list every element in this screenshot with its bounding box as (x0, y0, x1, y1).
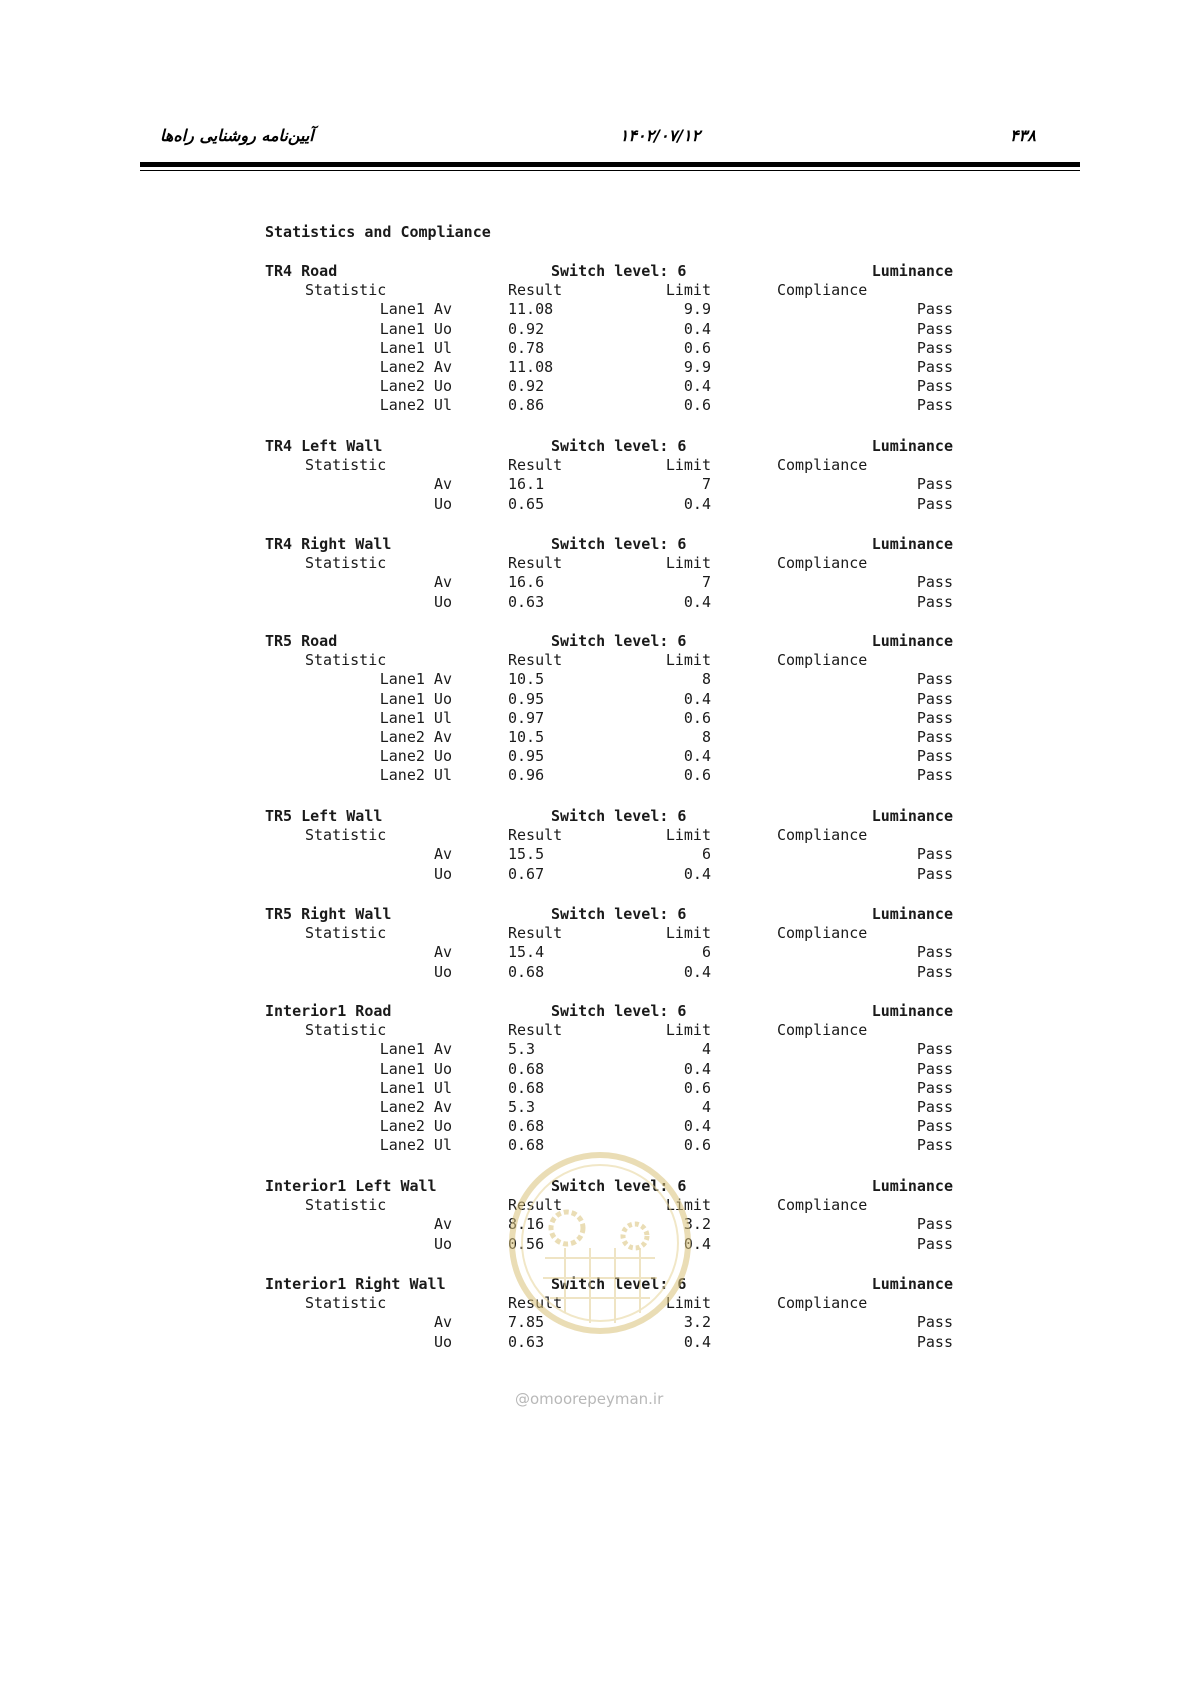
metric-type: Luminance (871, 437, 953, 455)
col-statistic: Statistic (305, 1196, 387, 1215)
result-value: 5.3 (508, 1040, 536, 1059)
book-title: آیین‌نامه روشنایی راه‌ها (160, 126, 314, 145)
col-compliance: Compliance (777, 1196, 868, 1215)
statistic-name: Av (433, 475, 452, 494)
col-limit: Limit (665, 281, 711, 300)
metric-type: Luminance (871, 905, 953, 923)
limit-value: 0.6 (683, 338, 711, 357)
col-result: Result (508, 554, 563, 573)
result-value: 0.78 (508, 338, 545, 357)
switch-level: Switch level: 6 (551, 1002, 687, 1020)
col-limit: Limit (665, 1196, 711, 1215)
limit-value: 3.2 (683, 1215, 711, 1234)
switch-level: Switch level: 6 (551, 1275, 687, 1293)
limit-value: 6 (701, 943, 711, 962)
switch-level: Switch level: 6 (551, 807, 687, 825)
switch-level: Switch level: 6 (551, 1177, 687, 1195)
metric-type: Luminance (871, 632, 953, 650)
col-statistic: Statistic (305, 1021, 387, 1040)
statistic-name: Lane1 Ul (379, 708, 452, 727)
statistic-name: Uo (433, 1332, 452, 1351)
table-row (265, 963, 965, 982)
table-row (265, 300, 965, 319)
limit-value: 9.9 (683, 357, 711, 376)
table-row (265, 1060, 965, 1079)
metric-type: Luminance (871, 262, 953, 280)
compliance-value: Pass (916, 494, 953, 513)
column-headers (265, 554, 965, 573)
col-result: Result (508, 826, 563, 845)
section-name: TR5 Left Wall (265, 807, 383, 825)
table-row (265, 670, 965, 689)
limit-value: 0.4 (683, 1117, 711, 1136)
column-headers (265, 456, 965, 475)
result-value: 0.95 (508, 689, 545, 708)
report-section (265, 437, 965, 514)
section-header (265, 262, 965, 281)
limit-value: 0.4 (683, 864, 711, 883)
limit-value: 0.4 (683, 689, 711, 708)
result-value: 15.5 (508, 845, 545, 864)
metric-type: Luminance (871, 535, 953, 553)
section-header (265, 905, 965, 924)
col-statistic: Statistic (305, 456, 387, 475)
statistic-name: Av (433, 573, 452, 592)
table-row (265, 1098, 965, 1117)
statistic-name: Lane2 Uo (379, 1117, 452, 1136)
col-compliance: Compliance (777, 924, 868, 943)
limit-value: 0.4 (683, 377, 711, 396)
statistic-name: Lane2 Av (379, 1097, 452, 1116)
column-headers (265, 1021, 965, 1040)
limit-value: 0.6 (683, 766, 711, 785)
column-headers (265, 651, 965, 670)
table-row (265, 1117, 965, 1136)
table-row (265, 475, 965, 494)
statistic-name: Uo (433, 864, 452, 883)
col-result: Result (508, 1021, 563, 1040)
compliance-value: Pass (916, 766, 953, 785)
limit-value: 0.4 (683, 592, 711, 611)
result-value: 0.56 (508, 1234, 545, 1253)
result-value: 0.63 (508, 1332, 545, 1351)
compliance-value: Pass (916, 396, 953, 415)
compliance-value: Pass (916, 962, 953, 981)
table-row (265, 1040, 965, 1059)
table-row (265, 747, 965, 766)
limit-value: 0.6 (683, 1078, 711, 1097)
result-value: 0.65 (508, 494, 545, 513)
col-limit: Limit (665, 1294, 711, 1313)
statistic-name: Lane2 Ul (379, 396, 452, 415)
statistic-name: Lane2 Uo (379, 747, 452, 766)
result-value: 0.92 (508, 319, 545, 338)
statistic-name: Lane2 Ul (379, 766, 452, 785)
result-value: 8.16 (508, 1215, 545, 1234)
col-limit: Limit (665, 924, 711, 943)
col-statistic: Statistic (305, 924, 387, 943)
limit-value: 0.4 (683, 1332, 711, 1351)
statistic-name: Lane1 Av (379, 670, 452, 689)
limit-value: 0.4 (683, 1234, 711, 1253)
col-compliance: Compliance (777, 826, 868, 845)
table-row (265, 396, 965, 415)
table-row (265, 728, 965, 747)
limit-value: 3.2 (683, 1313, 711, 1332)
statistic-name: Lane2 Av (379, 357, 452, 376)
compliance-value: Pass (916, 943, 953, 962)
compliance-value: Pass (916, 338, 953, 357)
result-value: 0.68 (508, 1059, 545, 1078)
result-value: 0.68 (508, 1078, 545, 1097)
limit-value: 4 (701, 1040, 711, 1059)
table-row (265, 865, 965, 884)
report-section (265, 262, 965, 416)
col-result: Result (508, 456, 563, 475)
compliance-value: Pass (916, 747, 953, 766)
result-value: 10.5 (508, 727, 545, 746)
limit-value: 9.9 (683, 300, 711, 319)
page-number: ۴۳۸ (1010, 126, 1036, 145)
compliance-value: Pass (916, 1234, 953, 1253)
result-value: 15.4 (508, 943, 545, 962)
limit-value: 7 (701, 573, 711, 592)
statistic-name: Uo (433, 494, 452, 513)
compliance-value: Pass (916, 1136, 953, 1155)
result-value: 0.95 (508, 747, 545, 766)
result-value: 0.92 (508, 377, 545, 396)
table-row (265, 339, 965, 358)
col-compliance: Compliance (777, 1021, 868, 1040)
result-value: 7.85 (508, 1313, 545, 1332)
compliance-value: Pass (916, 475, 953, 494)
statistic-name: Uo (433, 592, 452, 611)
limit-value: 0.4 (683, 747, 711, 766)
compliance-value: Pass (916, 573, 953, 592)
section-header (265, 632, 965, 651)
result-value: 5.3 (508, 1097, 536, 1116)
switch-level: Switch level: 6 (551, 535, 687, 553)
table-row (265, 709, 965, 728)
result-value: 0.96 (508, 766, 545, 785)
result-value: 0.63 (508, 592, 545, 611)
result-value: 0.67 (508, 864, 545, 883)
compliance-value: Pass (916, 1215, 953, 1234)
compliance-value: Pass (916, 845, 953, 864)
section-name: TR5 Right Wall (265, 905, 392, 923)
switch-level: Switch level: 6 (551, 437, 687, 455)
metric-type: Luminance (871, 1002, 953, 1020)
report-section (265, 1002, 965, 1156)
compliance-value: Pass (916, 1040, 953, 1059)
column-headers (265, 826, 965, 845)
compliance-value: Pass (916, 357, 953, 376)
limit-value: 0.6 (683, 396, 711, 415)
col-limit: Limit (665, 826, 711, 845)
table-row (265, 943, 965, 962)
col-compliance: Compliance (777, 554, 868, 573)
compliance-value: Pass (916, 377, 953, 396)
statistic-name: Lane1 Av (379, 1040, 452, 1059)
compliance-value: Pass (916, 1078, 953, 1097)
table-row (265, 690, 965, 709)
metric-type: Luminance (871, 1177, 953, 1195)
statistic-name: Lane1 Ul (379, 338, 452, 357)
switch-level: Switch level: 6 (551, 632, 687, 650)
table-row (265, 377, 965, 396)
limit-value: 0.6 (683, 1136, 711, 1155)
statistic-name: Lane1 Av (379, 300, 452, 319)
statistic-name: Lane1 Uo (379, 1059, 452, 1078)
report-section (265, 807, 965, 884)
col-limit: Limit (665, 651, 711, 670)
col-compliance: Compliance (777, 456, 868, 475)
statistic-name: Av (433, 845, 452, 864)
compliance-value: Pass (916, 1059, 953, 1078)
statistic-name: Av (433, 1215, 452, 1234)
col-statistic: Statistic (305, 1294, 387, 1313)
result-value: 11.08 (508, 300, 554, 319)
result-value: 0.86 (508, 396, 545, 415)
limit-value: 0.4 (683, 1059, 711, 1078)
limit-value: 7 (701, 475, 711, 494)
report-title: Statistics and Compliance (265, 223, 491, 241)
statistic-name: Lane1 Ul (379, 1078, 452, 1097)
header-rule-thin (140, 170, 1080, 171)
statistic-name: Lane2 Uo (379, 377, 452, 396)
statistic-name: Lane2 Ul (379, 1136, 452, 1155)
section-name: TR4 Right Wall (265, 535, 392, 553)
statistic-name: Av (433, 943, 452, 962)
compliance-value: Pass (916, 689, 953, 708)
table-row (265, 845, 965, 864)
col-compliance: Compliance (777, 1294, 868, 1313)
result-value: 0.68 (508, 1136, 545, 1155)
compliance-value: Pass (916, 1117, 953, 1136)
statistic-name: Lane2 Av (379, 727, 452, 746)
table-row (265, 358, 965, 377)
report-section (265, 535, 965, 612)
watermark-logo (505, 1148, 695, 1338)
compliance-value: Pass (916, 670, 953, 689)
col-result: Result (508, 651, 563, 670)
col-compliance: Compliance (777, 281, 868, 300)
column-headers (265, 924, 965, 943)
statistic-name: Lane1 Uo (379, 319, 452, 338)
switch-level: Switch level: 6 (551, 262, 687, 280)
result-value: 16.1 (508, 475, 545, 494)
col-statistic: Statistic (305, 554, 387, 573)
compliance-value: Pass (916, 300, 953, 319)
watermark-site: @omoorepeyman.ir (515, 1390, 664, 1408)
section-header (265, 535, 965, 554)
compliance-value: Pass (916, 1313, 953, 1332)
col-result: Result (508, 281, 563, 300)
section-name: TR5 Road (265, 632, 338, 650)
col-statistic: Statistic (305, 651, 387, 670)
table-row (265, 573, 965, 592)
header-date: ۱۴۰۲/۰۷/۱۲ (619, 126, 701, 145)
col-limit: Limit (665, 554, 711, 573)
statistic-name: Uo (433, 962, 452, 981)
table-row (265, 766, 965, 785)
result-value: 0.68 (508, 1117, 545, 1136)
compliance-value: Pass (916, 1097, 953, 1116)
report-section (265, 632, 965, 786)
compliance-value: Pass (916, 592, 953, 611)
compliance-value: Pass (916, 319, 953, 338)
report-section (265, 905, 965, 982)
result-value: 16.6 (508, 573, 545, 592)
col-result: Result (508, 1294, 563, 1313)
section-name: TR4 Road (265, 262, 338, 280)
col-compliance: Compliance (777, 651, 868, 670)
section-name: Interior1 Road (265, 1002, 392, 1020)
section-name: Interior1 Left Wall (265, 1177, 437, 1195)
col-statistic: Statistic (305, 826, 387, 845)
table-row (265, 320, 965, 339)
col-result: Result (508, 1196, 563, 1215)
section-name: TR4 Left Wall (265, 437, 383, 455)
col-limit: Limit (665, 1021, 711, 1040)
limit-value: 8 (701, 727, 711, 746)
table-row (265, 593, 965, 612)
limit-value: 0.6 (683, 708, 711, 727)
result-value: 11.08 (508, 357, 554, 376)
statistic-name: Uo (433, 1234, 452, 1253)
limit-value: 8 (701, 670, 711, 689)
limit-value: 0.4 (683, 494, 711, 513)
compliance-value: Pass (916, 708, 953, 727)
col-limit: Limit (665, 456, 711, 475)
section-header (265, 807, 965, 826)
limit-value: 0.4 (683, 319, 711, 338)
header-rule (140, 162, 1080, 167)
column-headers (265, 281, 965, 300)
section-name: Interior1 Right Wall (265, 1275, 446, 1293)
limit-value: 0.4 (683, 962, 711, 981)
col-result: Result (508, 924, 563, 943)
result-value: 0.97 (508, 708, 545, 727)
switch-level: Switch level: 6 (551, 905, 687, 923)
table-row (265, 1079, 965, 1098)
metric-type: Luminance (871, 1275, 953, 1293)
limit-value: 4 (701, 1097, 711, 1116)
result-value: 0.68 (508, 962, 545, 981)
compliance-value: Pass (916, 727, 953, 746)
table-row (265, 495, 965, 514)
result-value: 10.5 (508, 670, 545, 689)
metric-type: Luminance (871, 807, 953, 825)
compliance-value: Pass (916, 864, 953, 883)
statistic-name: Av (433, 1313, 452, 1332)
col-statistic: Statistic (305, 281, 387, 300)
statistic-name: Lane1 Uo (379, 689, 452, 708)
limit-value: 6 (701, 845, 711, 864)
compliance-value: Pass (916, 1332, 953, 1351)
section-header (265, 1002, 965, 1021)
section-header (265, 437, 965, 456)
